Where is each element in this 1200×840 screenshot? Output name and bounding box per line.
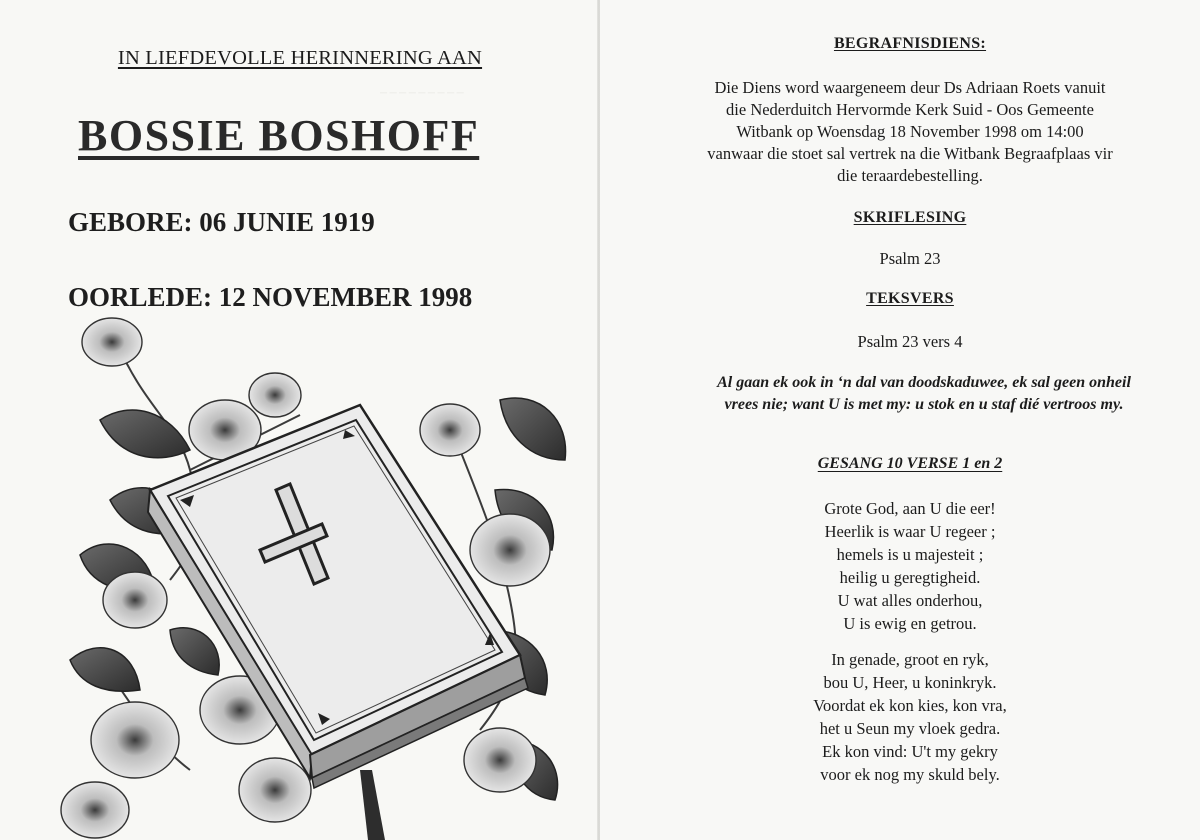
quote-line: Al gaan ek ook in ‘n dal van doodskaduwee, ek sal geen onheil [717,374,1131,391]
left-page [0,0,598,840]
show-through: ─ ─ ─ ─ ─ ─ ─ ─ ─ [380,88,464,99]
right-page [600,0,1200,840]
hymn-verse-2 [600,648,1200,786]
quote-line: vrees nie; want U is met my: u stok en u staf dié vertroos my. [724,396,1124,413]
hymn-line: Grote God, aan U die eer! [824,499,996,518]
hymn-line: bou U, Heer, u koninkryk. [823,673,997,692]
bible-flowers-illustration [40,300,598,840]
deceased-name: BOSSIE BOSHOFF [78,111,480,160]
hymn-line: Voordat ek kon kies, kon vra, [813,696,1007,715]
hymn-line: In genade, groot en ryk, [831,650,989,669]
service-line: Die Diens word waargeneem deur Ds Adriaan Roets vanuit [714,78,1106,97]
hymn-line: hemels is u majesteit ; [836,545,984,564]
hymn-line: Ek kon vind: U't my gekry [822,742,998,761]
memorial-heading: IN LIEFDEVOLLE HERINNERING AAN [117,47,483,69]
text-verse-title: TEKSVERS [866,290,954,307]
hymn-line: Heerlik is waar U regeer ; [824,522,996,541]
service-line: die teraardebestelling. [837,166,983,185]
birth-date: GEBORE: 06 JUNIE 1919 [68,207,375,237]
service-details [600,77,1200,187]
hymn-line: het u Seun my vloek gedra. [819,719,1001,738]
reading-text: Psalm 23 [879,249,941,268]
text-verse-reference: Psalm 23 vers 4 [857,332,963,351]
reading-title: SKRIFLESING [853,209,967,226]
hymn-title: GESANG 10 VERSE 1 en 2 [817,455,1003,472]
text-verse-quote [614,372,1200,416]
hymn-line: heilig u geregtigheid. [839,568,981,587]
service-title: BEGRAFNISDIENS: [833,35,987,52]
service-line: vanwaar die stoet sal vertrek na die Witbank Begraafplaas vir [707,144,1113,163]
service-line: Witbank op Woensdag 18 November 1998 om 14:00 [736,122,1084,141]
service-line: die Nederduitch Hervormde Kerk Suid - Oos Gemeente [726,100,1094,119]
hymn-line: U wat alles onderhou, [837,591,983,610]
death-date: OORLEDE: 12 NOVEMBER 1998 [68,282,473,312]
hymn-verse-1 [600,497,1200,635]
hymn-line: U is ewig en getrou. [843,614,977,633]
hymn-line: voor ek nog my skuld bely. [820,765,1000,784]
